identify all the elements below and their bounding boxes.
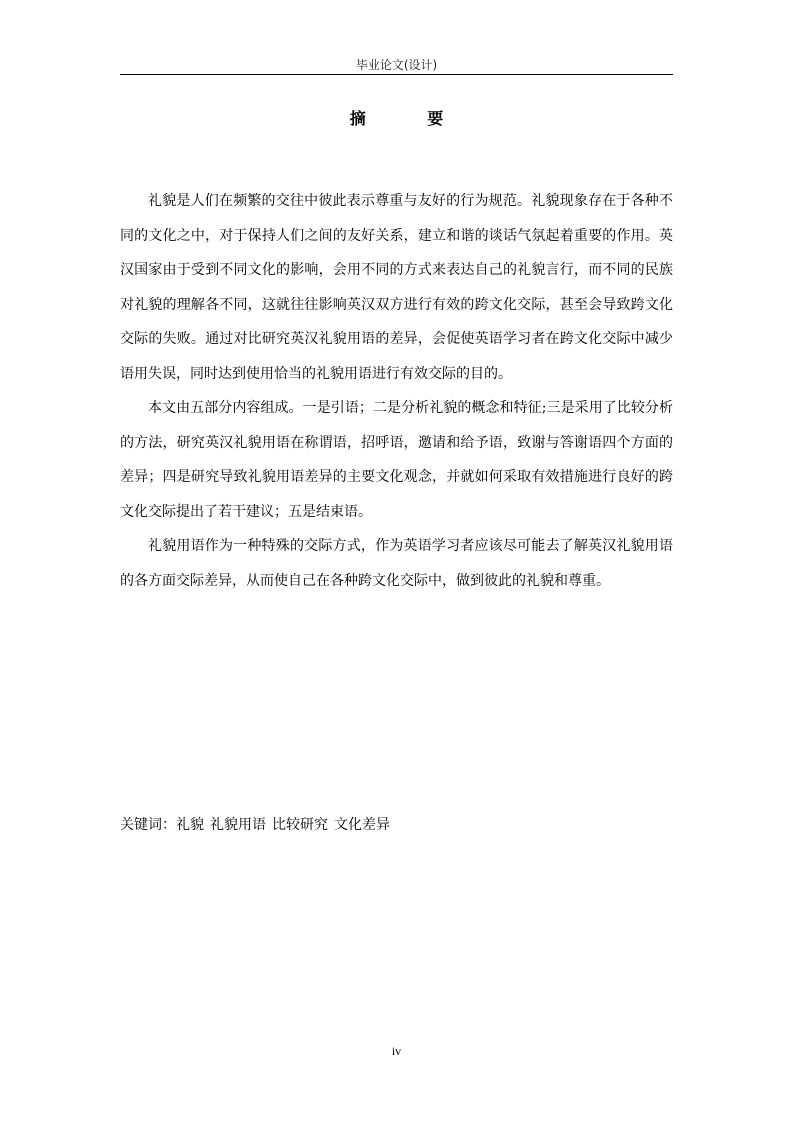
abstract-body [120, 184, 673, 598]
page-number: iv [391, 1044, 402, 1058]
keyword-item: 比较研究 [272, 817, 328, 833]
keywords-line [120, 814, 673, 834]
abstract-paragraph-1: 礼貌是人们在频繁的交往中彼此表示尊重与友好的行为规范。礼貌现象存在于各种不同的文化之中，对于保持人们之间的友好关系，建立和谐的谈话气氛起着重要的作用。英汉国家由于受到不同文化的影响，会用不同的方式来表达自己的礼貌言行，而不同的民族对礼貌的理解各不同，这就往往影响英汉双方进行有效的跨文化交际，甚至会导致跨文化交际的失败。通过对比研究英汉礼貌用语的差异，会促使英语学习者在跨文化交际中减少语用失误，同时达到使用恰当的礼貌用语进行有效交际的目的。 [120, 193, 673, 382]
running-header: 毕业论文(设计) [355, 58, 438, 72]
header-divider [120, 74, 673, 75]
abstract-title: 摘 要 [349, 109, 472, 128]
keyword-item: 文化差异 [334, 817, 390, 833]
keywords-label: 关键词： [120, 817, 176, 833]
abstract-paragraph-3: 礼貌用语作为一种特殊的交际方式，作为英语学习者应该尽可能去了解英汉礼貌用语的各方面交际差异，从而使自己在各种跨文化交际中，做到彼此的礼貌和尊重。 [120, 538, 673, 589]
keyword-item: 礼貌用语 [210, 817, 266, 833]
abstract-paragraph-2: 本文由五部分内容组成。一是引语；二是分析礼貌的概念和特征;三是采用了比较分析的方法，研究英汉礼貌用语在称谓语，招呼语，邀请和给予语，致谢与答谢语四个方面的差异；四是研究导致礼貌用语差异的主要文化观念，并就如何采取有效措施进行良好的跨文化交际提出了若干建议；五是结束语。 [120, 400, 673, 520]
keyword-item: 礼貌 [176, 817, 204, 833]
